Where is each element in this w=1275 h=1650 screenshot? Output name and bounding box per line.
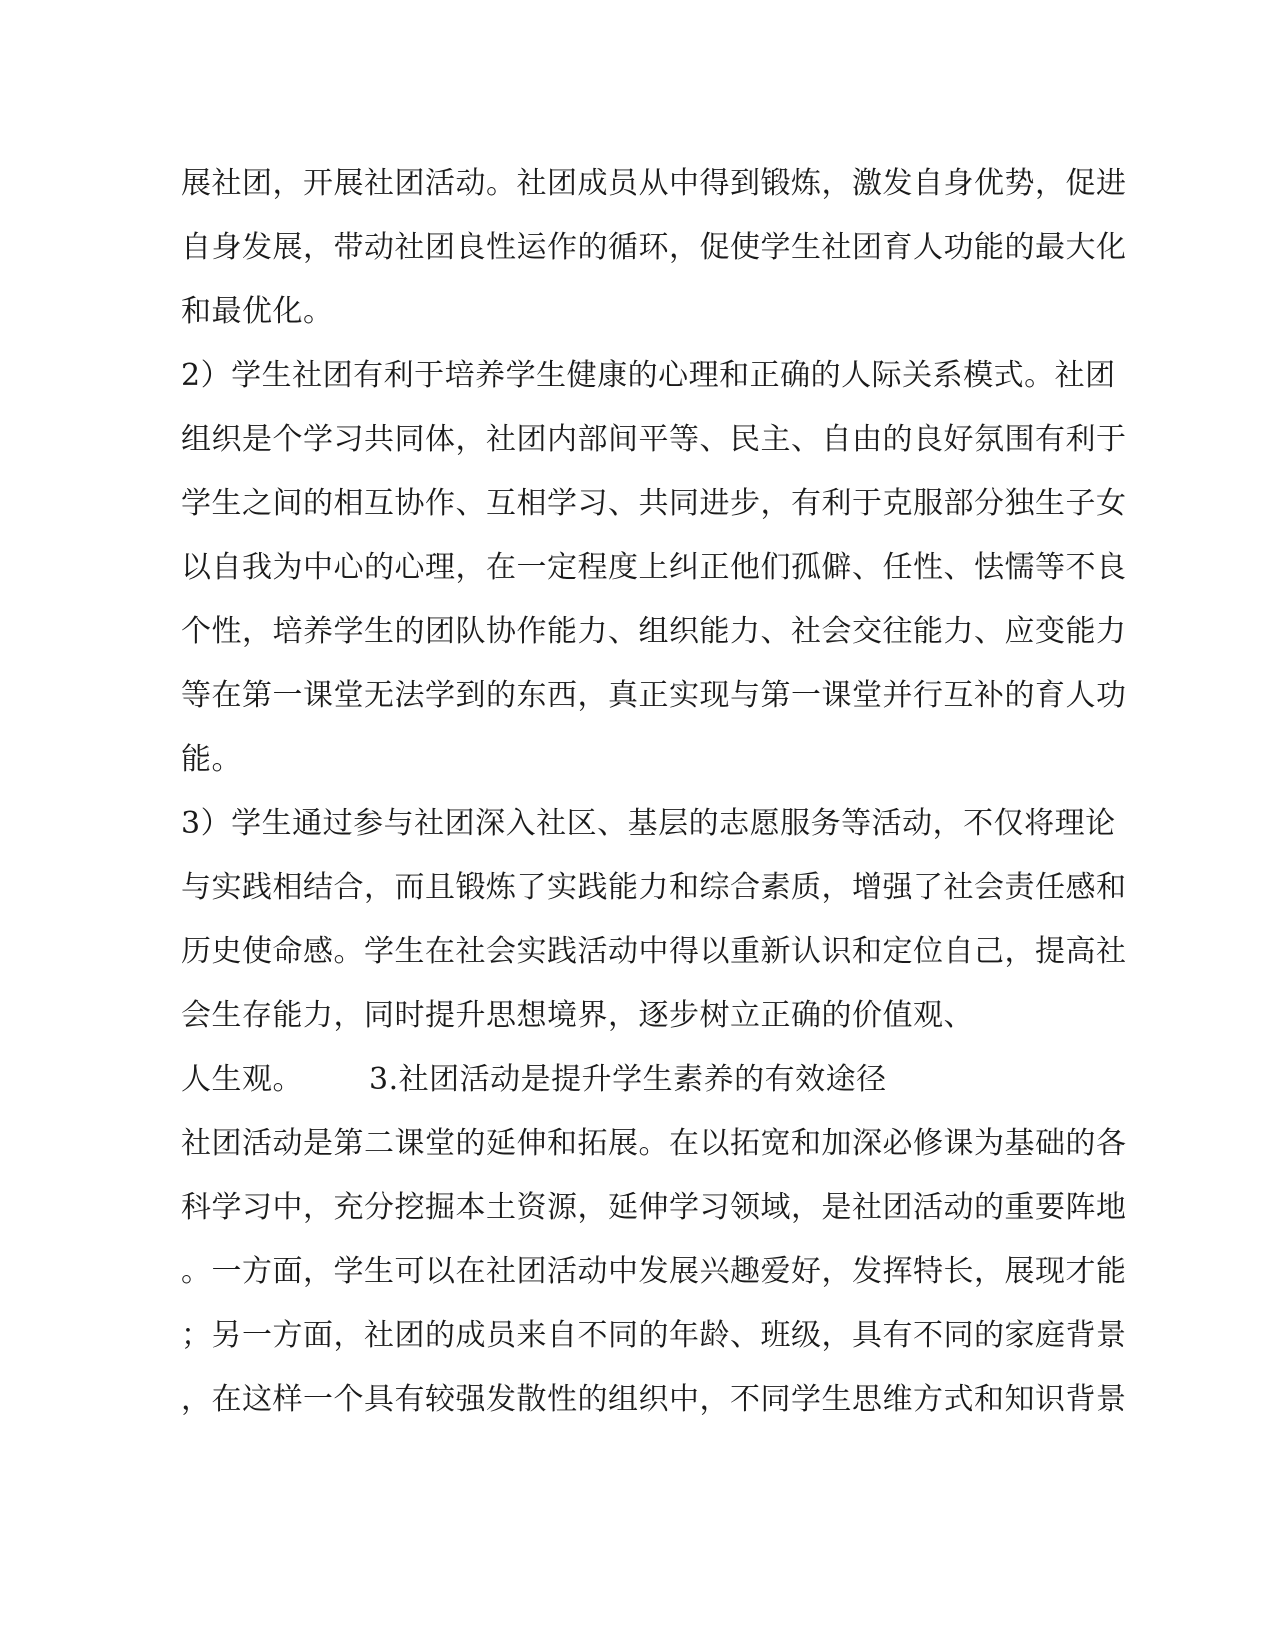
text-line: 和最优化。 — [181, 294, 334, 329]
text-fragment: 人生观。 — [181, 1062, 303, 1097]
text-line: 能。 — [181, 742, 242, 777]
text-line: 社团活动是第二课堂的延伸和拓展。在以拓宽和加深必修课为基础的各 — [181, 1126, 1127, 1161]
text-line: 个性，培养学生的团队协作能力、组织能力、社会交往能力、应变能力 — [181, 614, 1127, 649]
text-line: ；另一方面，社团的成员来自不同的年龄、班级，具有不同的家庭背景 — [181, 1318, 1127, 1353]
text-line: 组织是个学习共同体，社团内部间平等、民主、自由的良好氛围有利于 — [181, 422, 1127, 457]
document-body — [181, 152, 1127, 1432]
text-line: 2）学生社团有利于培养学生健康的心理和正确的人际关系模式。社团 — [181, 358, 1116, 393]
text-line: 科学习中，充分挖掘本土资源，延伸学习领域，是社团活动的重要阵地 — [181, 1190, 1127, 1225]
section-heading: 3.社团活动是提升学生素养的有效途径 — [369, 1062, 887, 1097]
text-line: 3）学生通过参与社团深入社区、基层的志愿服务等活动，不仅将理论 — [181, 806, 1116, 841]
mixed-line — [181, 1048, 1101, 1112]
text-line: 等在第一课堂无法学到的东西，真正实现与第一课堂并行互补的育人功 — [181, 678, 1127, 713]
text-line: 会生存能力，同时提升思想境界，逐步树立正确的价值观、 — [181, 998, 974, 1033]
text-line: 以自我为中心的心理，在一定程度上纠正他们孤僻、任性、怯懦等不良 — [181, 550, 1127, 585]
text-line: 历史使命感。学生在社会实践活动中得以重新认识和定位自己，提高社 — [181, 934, 1127, 969]
text-line: 学生之间的相互协作、互相学习、共同进步，有利于克服部分独生子女 — [181, 486, 1127, 521]
text-line: 。一方面，学生可以在社团活动中发展兴趣爱好，发挥特长，展现才能 — [181, 1254, 1127, 1289]
text-line: 自身发展，带动社团良性运作的循环，促使学生社团育人功能的最大化 — [181, 230, 1127, 265]
text-line: 展社团，开展社团活动。社团成员从中得到锻炼，激发自身优势，促进 — [181, 166, 1127, 201]
text-line: 与实践相结合，而且锻炼了实践能力和综合素质，增强了社会责任感和 — [181, 870, 1127, 905]
text-line: ，在这样一个具有较强发散性的组织中，不同学生思维方式和知识背景 — [181, 1382, 1127, 1417]
